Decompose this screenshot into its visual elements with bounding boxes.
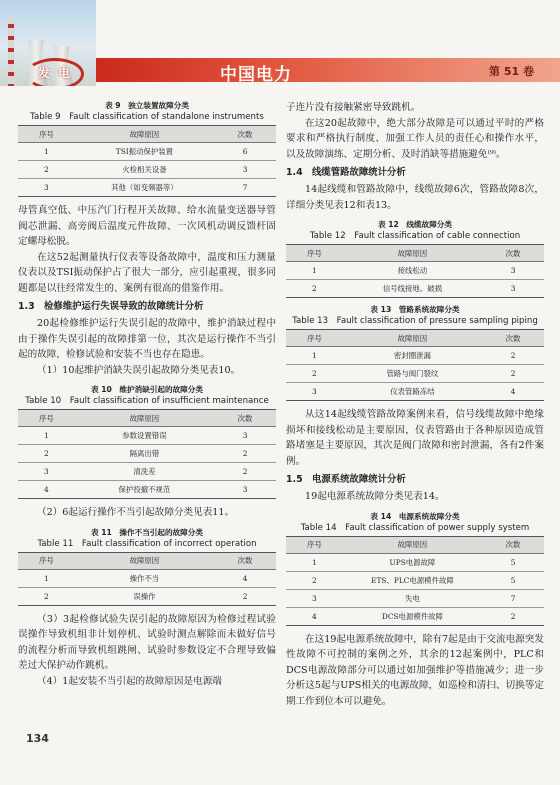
table-cell: 6 [214,143,276,161]
col-header: 序号 [18,126,75,143]
col-header: 次数 [214,410,276,427]
table-caption-en: Table 12 Fault classification of cable connection [309,231,521,241]
table-cell: 仪表管路冻结 [343,383,482,401]
table-caption-en: Table 11 Fault classification of incorrect operation [37,538,257,549]
table-caption-cn: 表 12 线缆故障分类 [378,220,452,229]
table-cell: 误操作 [75,587,214,605]
paragraph: 20起检修维护运行失误引起的故障中，维护消缺过程中由于操作失误引起的故障排第一位，其次是运行操作不当引起的故障，检修试验和安装不当也存在隐患。 [18,318,276,360]
paragraph: 在这20起故障中，绝大部分故障是可以通过平时的严格要求和严格执行制度、加强工作人员的责任心和操作水平，以及故障演练、定期分析、及时消缺等措施避免⁽⁹⁾。 [286,117,544,160]
table-row [18,481,276,499]
table-row [286,607,544,625]
table-cell: 7 [482,589,544,607]
table-cell: 1 [18,569,75,587]
table-cell: 2 [482,607,544,625]
table-10 [18,409,276,499]
left-column [18,100,276,689]
table-cell: 信号线接地、破损 [343,280,482,298]
table-cell: 密封圈泄漏 [343,347,482,365]
table-cell: 3 [482,280,544,298]
table-cell: 2 [286,571,343,589]
table-cell: 4 [214,569,276,587]
table-cell: 1 [18,427,75,445]
paragraph: 在这19起电源系统故障中，除有7起是由于交流电源突发性故障不可控制的案例之外，其余的12起案例中，PLC和DCS电源故障部分可以通过如加强维护等措施减少；进一步分析这5起与UPS相关的电源故障，如巡检和清扫、切换等定期工作到位本可以避免。 [286,633,544,707]
col-header: 次数 [482,245,544,262]
table-cell: 1 [286,347,343,365]
table-cell: DCS电源模件故障 [343,607,482,625]
table-cell: UPS电源故障 [343,553,482,571]
col-header: 序号 [18,552,75,569]
table-cell: 2 [286,280,343,298]
col-header: 次数 [482,536,544,553]
volume-number: 第 51 卷 [489,65,534,78]
col-header: 故障原因 [75,126,214,143]
table-cell: 3 [286,589,343,607]
paragraph: 母管真空低、中压汽门行程开关故障、给水流量变送器导管阀芯泄漏、高旁阀后温度元件故障、一次风机动调反馈杆固定螺母松脱。 [18,205,276,247]
table-cell: 3 [214,481,276,499]
col-header: 次数 [482,330,544,347]
table-cell: 5 [482,553,544,571]
table-row [286,365,544,383]
table-cell: 火检相关设备 [75,161,214,179]
table-cell: 其他（如变频器等） [75,179,214,197]
table-row [18,587,276,605]
table-row [18,445,276,463]
table-cell: 2 [214,587,276,605]
table-row [18,569,276,587]
table-cell: 7 [214,179,276,197]
section-heading: 1.3 检修维护运行失误导致的故障统计分析 [18,301,204,312]
paragraph: （4）1起安装不当引起的故障原因是电源端 [37,675,222,687]
right-column [286,100,544,709]
table-cell: 2 [18,161,75,179]
table-caption-en: Table 9 Fault classification of standalone instruments [30,112,264,122]
table-row [18,143,276,161]
table-cell: 失电 [343,589,482,607]
chimney-icon [8,16,14,86]
section-heading: 1.4 线缆管路故障统计分析 [286,167,406,178]
table-cell: 3 [18,179,75,197]
logo-text: 发 电 [38,66,73,80]
table-row [18,427,276,445]
table-cell: ETS、PLC电源模件故障 [343,571,482,589]
col-header: 次数 [214,552,276,569]
table-caption-cn: 表 14 电源系统故障分类 [370,511,460,521]
paragraph: （3）3起检修试验失误引起的故障原因为检修过程试验误操作导致机组非计划停机、试验时测点解除而未做好信号的流程分析而导致机组跳闸、试验时参数设定不合理导致偏差过大保护动作跳机。 [18,613,276,671]
table-row [18,161,276,179]
table-row [286,262,544,280]
table-cell: 4 [18,481,75,499]
col-header: 序号 [286,245,343,262]
table-9 [18,125,276,197]
table-cell: 2 [482,347,544,365]
table-cell: 4 [482,383,544,401]
table-cell: 3 [482,262,544,280]
table-cell: 参数设置错误 [75,427,214,445]
col-header: 故障原因 [75,552,214,569]
table-caption-cn: 表 10 维护消缺引起的故障分类 [91,385,203,394]
col-header: 次数 [214,126,276,143]
table-cell: 隔离出错 [75,445,214,463]
table-caption-cn: 表 9 独立装置故障分类 [105,101,189,110]
table-caption-cn: 表 13 管路系统故障分类 [370,305,460,314]
table-cell: TSI振动保护装置 [75,143,214,161]
table-cell: 1 [286,553,343,571]
paragraph: （1）10起维护消缺失误引起故障分类见表10。 [37,364,241,376]
table-caption-en: Table 14 Fault classification of power supply system [300,522,530,533]
table-cell: 3 [286,383,343,401]
table-row [286,589,544,607]
table-cell: 5 [482,571,544,589]
table-cell: 3 [214,161,276,179]
table-cell: 2 [214,463,276,481]
table-cell: 清洗差 [75,463,214,481]
table-caption-cn: 表 11 操作不当引起的故障分类 [91,527,203,537]
table-row [286,383,544,401]
paragraph: 19起电源系统故障分类见表14。 [305,491,445,502]
table-cell: 3 [214,427,276,445]
table-cell: 1 [286,262,343,280]
col-header: 故障原因 [343,330,482,347]
table-caption-en: Table 10 Fault classification of insufficient maintenance [25,396,269,406]
col-header: 序号 [286,536,343,553]
table-cell: 2 [18,445,75,463]
table-row [286,571,544,589]
table-row [18,179,276,197]
paragraph: （2）6起运行操作不当引起故障分类见表11。 [37,507,235,518]
paragraph: 在这52起测量执行仪表等设备故障中，温度和压力测量仪表以及TSI振动保护占了很大一部分，应引起重视，很多同题都是以往经常发生的、案例有很高的借鉴作用。 [18,251,276,294]
power-plant-logo [0,0,96,86]
page-header [0,0,560,86]
section-heading: 1.5 电源系统故障统计分析 [286,474,406,485]
table-11 [18,552,276,606]
paragraph: 14起线缆和管路故障中，线缆故障6次，管路故障8次，详细分类见表12和表13。 [286,184,544,211]
table-cell: 操作不当 [75,569,214,587]
table-cell: 3 [18,463,75,481]
col-header: 序号 [18,410,75,427]
paragraph: 从这14起线缆管路故障案例来看，信号线缆故障中绝缘损坏和接线松动是主要原因，仪表管路由于各种原因造成管路堵塞是主要原因，其次是阀门故障和密封泄漏，各有2件案例。 [286,409,544,467]
table-row [286,347,544,365]
col-header: 故障原因 [75,410,214,427]
col-header: 故障原因 [343,245,482,262]
journal-title: 中国电力 [220,65,292,85]
table-cell: 保护投撤不规范 [75,481,214,499]
table-cell: 2 [18,587,75,605]
table-cell: 2 [214,445,276,463]
table-12 [286,244,544,298]
col-header: 序号 [286,330,343,347]
page-number: 134 [26,732,49,745]
table-row [286,553,544,571]
table-cell: 2 [482,365,544,383]
table-row [286,280,544,298]
table-row [18,463,276,481]
table-cell: 2 [286,365,343,383]
table-cell: 管路与阀门裂纹 [343,365,482,383]
paragraph: 子连片没有接触紧密导致跳机。 [286,102,421,113]
col-header: 故障原因 [343,536,482,553]
table-14 [286,536,544,626]
table-cell: 4 [286,607,343,625]
table-cell: 1 [18,143,75,161]
table-caption-en: Table 13 Fault classification of pressure sampling piping [292,316,538,326]
table-cell: 接线松动 [343,262,482,280]
table-13 [286,329,544,401]
